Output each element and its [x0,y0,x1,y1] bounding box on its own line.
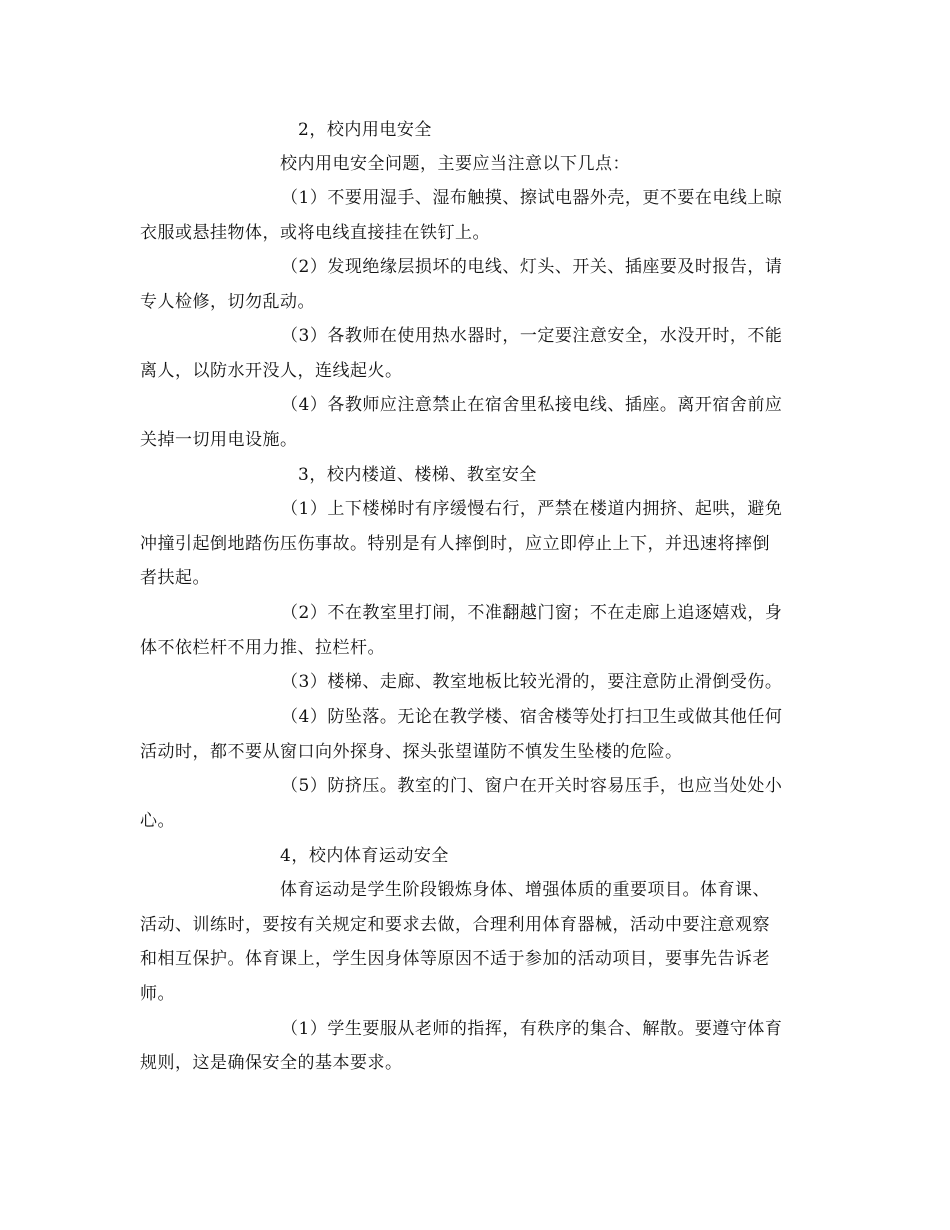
section-4-heading: 4，校内体育运动安全 [280,846,449,866]
section-3-item-5-line-2: 心。 [140,811,175,831]
section-3-heading: 3，校内楼道、楼梯、教室安全 [298,465,537,485]
section-2-intro: 校内用电安全问题，主要应当注意以下几点： [280,154,630,174]
section-3-item-1-line-3: 者扶起。 [140,568,210,588]
section-4-intro-line-1: 体育运动是学生阶段锻炼身体、增强体质的重要项目。体育课、 [280,880,770,900]
section-3-item-2-line-2: 体不依栏杆不用力推、拉栏杆。 [140,638,385,658]
section-2-item-1-line-2: 衣服或悬挂物体，或将电线直接挂在铁钉上。 [140,223,490,243]
section-2-item-4-line-2: 关掉一切用电设施。 [140,430,298,450]
section-4-item-1-line-1: （1）学生要服从老师的指挥，有秩序的集合、解散。要遵守体育 [281,1019,783,1039]
section-3-item-2-line-1: （2）不在教室里打闹，不准翻越门窗；不在走廊上追逐嬉戏，身 [281,603,783,623]
section-3-item-1-line-1: （1）上下楼梯时有序缓慢右行，严禁在楼道内拥挤、起哄，避免 [281,499,783,519]
section-2-item-4-line-1: （4）各教师应注意禁止在宿舍里私接电线、插座。离开宿舍前应 [281,395,783,415]
section-2-item-1-line-1: （1）不要用湿手、湿布触摸、擦试电器外壳，更不要在电线上晾 [281,188,783,208]
section-4-intro-line-2: 活动、训练时，要按有关规定和要求去做，合理利用体育器械，活动中要注意观察 [140,915,770,935]
section-3-item-4-line-2: 活动时，都不要从窗口向外探身、探头张望谨防不慎发生坠楼的危险。 [140,742,683,762]
section-3-item-3-line-1: （3）楼梯、走廊、教室地板比较光滑的，要注意防止滑倒受伤。 [281,672,783,692]
section-3-item-5-line-1: （5）防挤压。教室的门、窗户在开关时容易压手，也应当处处小 [281,776,783,796]
section-2-item-3-line-1: （3）各教师在使用热水器时，一定要注意安全，水没开时，不能 [281,326,783,346]
section-2-item-3-line-2: 离人，以防水开没人，连线起火。 [140,361,403,381]
section-2-item-2-line-2: 专人检修，切勿乱动。 [140,292,315,312]
section-2-item-2-line-1: （2）发现绝缘层损坏的电线、灯头、开关、插座要及时报告，请 [281,257,783,277]
section-4-item-1-line-2: 规则，这是确保安全的基本要求。 [140,1053,403,1073]
section-2-heading: 2，校内用电安全 [298,120,432,140]
section-4-intro-line-3: 和相互保护。体育课上，学生因身体等原因不适于参加的活动项目，要事先告诉老 [140,949,770,969]
section-4-intro-line-4: 师。 [140,984,175,1004]
section-3-item-4-line-1: （4）防坠落。无论在教学楼、宿舍楼等处打扫卫生或做其他任何 [281,707,783,727]
section-3-item-1-line-2: 冲撞引起倒地踏伤压伤事故。特别是有人摔倒时，应立即停止上下，并迅速将摔倒 [140,534,770,554]
